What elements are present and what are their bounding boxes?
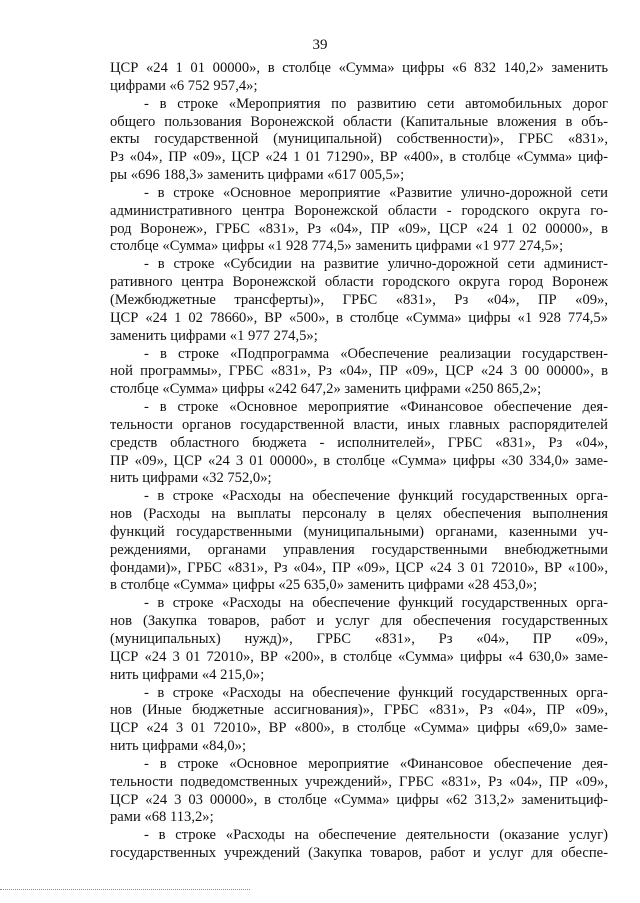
text-line: ры «696 188,3» заменить цифрами «617 005,5»; bbox=[110, 167, 405, 184]
paragraph bbox=[110, 399, 608, 488]
text-line: ПР «09», ЦСР «24 3 01 00000», в столбце «Сумма» цифры «30 334,0» заме- bbox=[110, 452, 608, 469]
text-line: - в строке «Расходы на обеспечение функций государственных орга- bbox=[144, 595, 608, 612]
text-line: средств областного бюджета - исполнителей», ГРБС «831», Рз «04», bbox=[110, 434, 608, 451]
text-line: столбце «Сумма» цифры «242 647,2» заменить цифрами «250 865,2»; bbox=[110, 381, 542, 398]
text-line: цифрами «6 752 957,4»; bbox=[110, 77, 258, 94]
text-line: в столбце «Сумма» цифры «25 635,0» заменить цифрами «28 453,0»; bbox=[110, 577, 538, 594]
text-line: общего пользования Воронежской области (Капитальные вложения в объ- bbox=[110, 113, 608, 130]
footer-rule bbox=[0, 889, 250, 890]
text-line: - в строке «Мероприятия по развитию сети автомобильных дорог bbox=[144, 95, 608, 112]
paragraph bbox=[110, 827, 608, 863]
text-line: нить цифрами «32 752,0»; bbox=[110, 470, 272, 487]
text-line: - в строке «Расходы на обеспечение функций государственных орга- bbox=[144, 684, 608, 701]
text-line: столбце «Сумма» цифры «1 928 774,5» заменить цифрами «1 977 274,5»; bbox=[110, 238, 564, 255]
paragraph bbox=[110, 185, 608, 256]
page-number: 39 bbox=[312, 37, 328, 53]
text-line: нов (Иные бюджетные ассигнования)», ГРБС «831», Рз «04», ПР «09», bbox=[110, 702, 608, 719]
document-body bbox=[110, 60, 608, 863]
text-line: - в строке «Расходы на обеспечение деятельности (оказание услуг) bbox=[144, 827, 608, 844]
text-line: нить цифрами «4 215,0»; bbox=[110, 666, 265, 683]
text-line: - в строке «Основное мероприятие «Финансовое обеспечение дея- bbox=[144, 755, 608, 772]
paragraph bbox=[110, 488, 608, 595]
text-line: ЦСР «24 3 01 72010», ВР «200», в столбце «Сумма» цифры «4 630,0» заме- bbox=[110, 648, 608, 665]
text-line: ЦСР «24 3 01 72010», ВР «800», в столбце «Сумма» цифры «69,0» заме- bbox=[110, 720, 608, 737]
text-line: нить цифрами «84,0»; bbox=[110, 738, 247, 755]
text-line: ративного центра Воронежской области городского округа город Воронеж bbox=[110, 274, 608, 291]
paragraph bbox=[110, 96, 608, 185]
text-line: государственных учреждений (Закупка товаров, работ и услуг для обеспе- bbox=[110, 845, 608, 862]
paragraph bbox=[110, 756, 608, 827]
text-line: - в строке «Расходы на обеспечение функций государственных орга- bbox=[144, 488, 608, 505]
text-line: - в строке «Основное мероприятие «Развитие улично-дорожной сети bbox=[144, 184, 608, 201]
text-line: - в строке «Подпрограмма «Обеспечение реализации государствен- bbox=[144, 345, 608, 362]
paragraph bbox=[110, 685, 608, 756]
text-line: рами «68 113,2»; bbox=[110, 809, 214, 826]
paragraph bbox=[110, 595, 608, 684]
text-line: - в строке «Субсидии на развитие улично-дорожной сети админист- bbox=[144, 256, 608, 273]
text-line: ЦСР «24 3 03 00000», в столбце «Сумма» цифры «62 313,2» заменитьциф- bbox=[110, 791, 608, 808]
text-line: функций государственными (муниципальными) органами, казенными уч- bbox=[110, 523, 608, 540]
text-line: нов (Расходы на выплаты персоналу в целях обеспечения выполнения bbox=[110, 506, 608, 523]
text-line: заменить цифрами «1 977 274,5»; bbox=[110, 327, 318, 344]
text-line: реждениями, органами управления государственными внебюджетными bbox=[110, 541, 608, 558]
paragraph bbox=[110, 346, 608, 400]
text-line: Рз «04», ПР «09», ЦСР «24 1 01 71290», ВР «400», в столбце «Сумма» циф- bbox=[110, 149, 608, 166]
text-line: екты государственной (муниципальной) собственности)», ГРБС «831», bbox=[110, 131, 608, 148]
text-line: нов (Закупка товаров, работ и услуг для обеспечения государственных bbox=[110, 613, 608, 630]
text-line: (муниципальных) нужд)», ГРБС «831», Рз «04», ПР «09», bbox=[110, 631, 608, 647]
text-line: ЦСР «24 1 02 78660», ВР «500», в столбце «Сумма» цифры «1 928 774,5» bbox=[110, 309, 608, 326]
paragraph bbox=[110, 60, 608, 96]
text-line: (Межбюджетные трансферты)», ГРБС «831», Рз «04», ПР «09», bbox=[110, 291, 608, 308]
text-line: фондами)», ГРБС «831», Рз «04», ПР «09», ЦСР «24 3 01 72010», ВР «100», bbox=[110, 559, 608, 576]
text-line: ЦСР «24 1 01 00000», в столбце «Сумма» цифры «6 832 140,2» заменить bbox=[110, 60, 608, 76]
text-line: ной программы», ГРБС «831», Рз «04», ПР «09», ЦСР «24 3 00 00000», в bbox=[110, 363, 608, 380]
text-line: тельности подведомственных учреждений», ГРБС «831», Рз «04», ПР «09», bbox=[110, 773, 608, 790]
text-line: - в строке «Основное мероприятие «Финансовое обеспечение дея- bbox=[144, 399, 608, 416]
text-line: административного центра Воронежской области - городского округа го- bbox=[110, 202, 608, 219]
text-line: тельности органов государственной власти, иных главных распорядителей bbox=[110, 416, 608, 433]
paragraph bbox=[110, 256, 608, 345]
text-line: род Воронеж», ГРБС «831», Рз «04», ПР «09», ЦСР «24 1 02 00000», в bbox=[110, 220, 608, 237]
